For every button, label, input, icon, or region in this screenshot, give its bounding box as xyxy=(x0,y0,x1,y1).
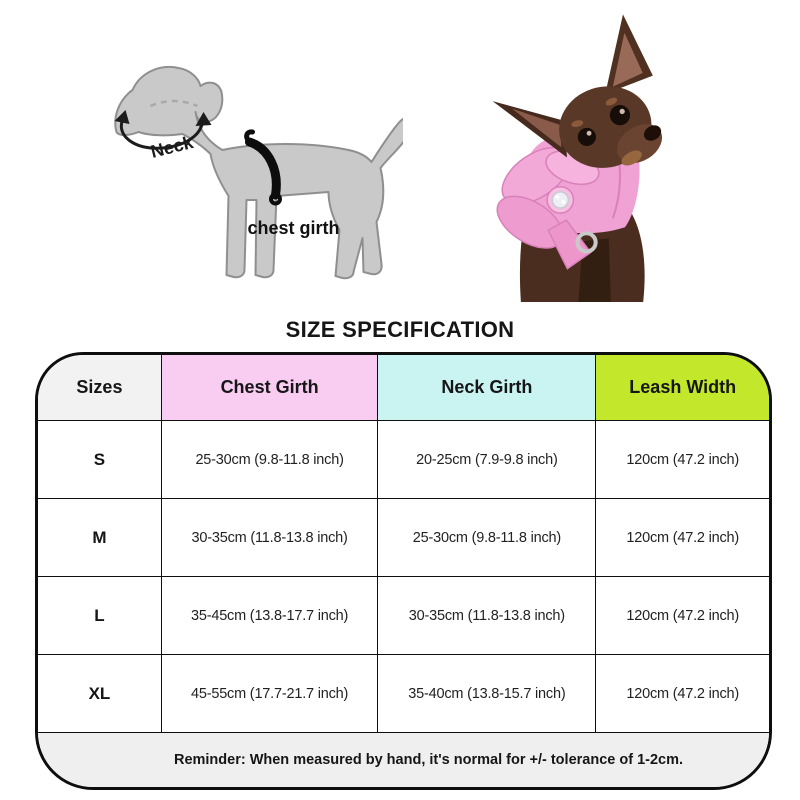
size-cell-l: L xyxy=(38,577,162,655)
chihuahua-photo xyxy=(462,14,697,302)
leash-cell-m: 120cm (47.2 inch) xyxy=(596,499,769,577)
size-cell-xl: XL xyxy=(38,655,162,733)
column-header-leash-width: Leash Width xyxy=(596,355,769,421)
neck-cell-m: 25-30cm (9.8-11.8 inch) xyxy=(378,499,596,577)
column-header-sizes: Sizes xyxy=(38,355,162,421)
chest-cell-s: 25-30cm (9.8-11.8 inch) xyxy=(162,421,378,499)
column-header-neck-girth: Neck Girth xyxy=(378,355,596,421)
reminder-note: Reminder: When measured by hand, it's normal for +/- tolerance of 1-2cm. xyxy=(38,733,769,787)
size-cell-s: S xyxy=(38,421,162,499)
leash-cell-l: 120cm (47.2 inch) xyxy=(596,577,769,655)
size-cell-m: M xyxy=(38,499,162,577)
chest-girth-label: chest girth xyxy=(247,218,340,238)
neck-cell-xl: 35-40cm (13.8-15.7 inch) xyxy=(378,655,596,733)
chest-cell-l: 35-45cm (13.8-17.7 inch) xyxy=(162,577,378,655)
leash-cell-xl: 120cm (47.2 inch) xyxy=(596,655,769,733)
column-header-chest-girth: Chest Girth xyxy=(162,355,378,421)
page-title: SIZE SPECIFICATION xyxy=(285,317,515,342)
chest-cell-xl: 45-55cm (17.7-21.7 inch) xyxy=(162,655,378,733)
neck-label: Neck xyxy=(148,132,196,162)
dog-silhouette xyxy=(115,67,403,278)
dog-measure-diagram xyxy=(98,52,403,297)
leash-cell-s: 120cm (47.2 inch) xyxy=(596,421,769,499)
size-specification-table xyxy=(35,352,772,790)
neck-cell-s: 20-25cm (7.9-9.8 inch) xyxy=(378,421,596,499)
neck-cell-l: 30-35cm (11.8-13.8 inch) xyxy=(378,577,596,655)
chest-cell-m: 30-35cm (11.8-13.8 inch) xyxy=(162,499,378,577)
bow-jewel xyxy=(552,192,568,208)
